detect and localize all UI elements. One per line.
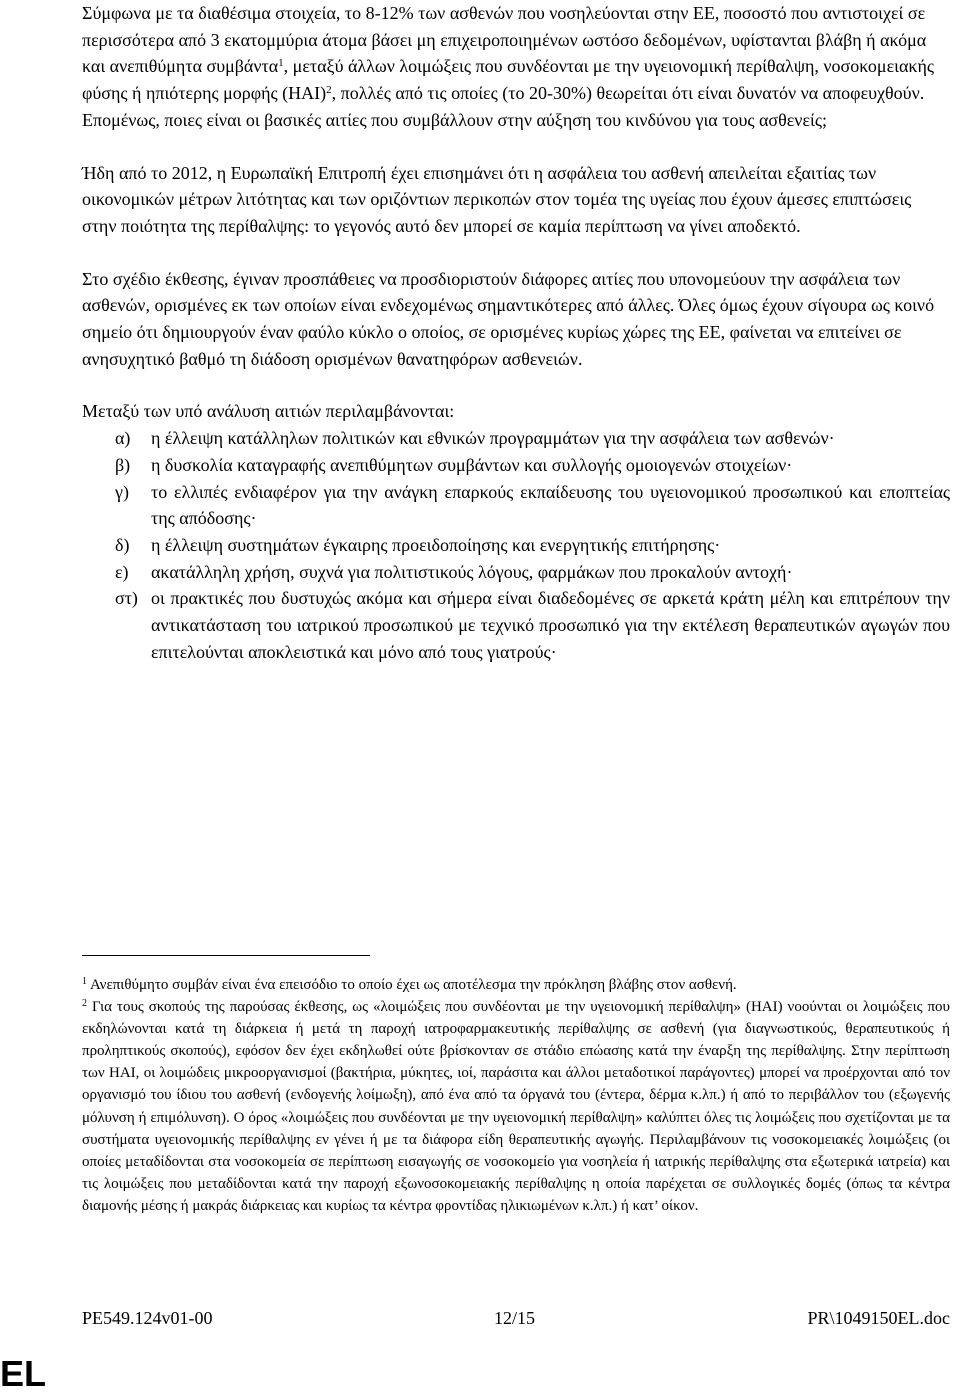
footnote-ref-1[interactable]: 1 — [278, 57, 284, 70]
paragraph-4: Στο σχέδιο έκθεσης, έγιναν προσπάθειες να προσδιοριστούν διάφορες αιτίες που υπονομεύουν την ασφάλεια των ασθενών, ορισμένες εκ των οποίων είναι ενδεχομένως σημαντικότερες από άλλες. Όλες όμως έχουν σίγουρα ως κοινό σημείο ότι δημιουργούν έναν φαύλο κύκλο ο οποίος, σε ορισμένες κυρίως χώρες της ΕΕ, φαίνεται να επιτείνει σε ανησυχητικό βαθμό τη διάδοση ορισμένων θανατηφόρων ασθενειών. — [82, 268, 935, 369]
list-item-text: ακατάλληλη χρήση, συχνά για πολιτιστικούς λόγους, φαρμάκων που προκαλούν αντοχή· — [151, 561, 793, 582]
list-item — [82, 585, 950, 665]
page-number: 12/15 — [494, 1308, 536, 1328]
list-item-label: ε) — [115, 561, 129, 582]
language-code: EL — [0, 1353, 47, 1394]
footnote-text: Για τους σκοπούς της παρούσας έκθεσης, ως «λοιμώξεις που συνδέονται με την υγειονομική περίθαλψη» (HAI) νοούνται οι λοιμώξεις που εκδηλώνονται κατά τη διάρκεια ή μετά τη παροχή ιατροφαρμακευτικής περίθαλψης σε ασθενή (για διαγνωστικούς, θεραπευτικούς ή προληπτικούς σκοπούς), εφόσον δεν έχει εκδηλωθεί ούτε βρίσκονταν σε στάδιο επώασης κατά την έναρξη της περίθαλψης. Στην περίπτωση των HAI, οι λοιμώδεις μικροοργανισμοί (βακτήρια, μύκητες, ιοί, παράσιτα και άλλοι μεταδοτικοί παράγοντες) μπορεί να προέρχονται από τον οργανισμό του ίδιου του ασθενή (ενδογενής λοίμωξη), από ένα από τα όργανά του (έντερα, δέρμα κ.λπ.) ή από το περιβάλλον του (εξωγενής μόλυνση ή επιμόλυνση). Ο όρος «λοιμώξεις που συνδέονται με την υγειονομική περίθαλψη» καλύπτει όλες τις λοιμώξεις που σχετίζονται με τα συστήματα υγειονομικής περίθαλψης εν γένει ή με τα διάφορα είδη θεραπευτικής αγωγής. Περιλαμβάνουν τις νοσοκομειακές λοιμώξεις (οι οποίες μεταδίδονται στα νοσοκομεία σε περίπτωση εισαγωγής σε νοσοκομείο για νοσηλεία ή ιατρικής περίθαλψης στα εξωτερικά ιατρεία) και τις λοιμώξεις που μεταδίδονται κατά την παροχή εξωνοσοκομειακής περίθαλψης η οποία παρέχεται σε συλλογικές δομές (όπως τα κέντρα διαμονής μέσης ή μακράς διάρκειας και κυρίως τα κέντρα φροντίδας ηλικιωμένων κ.λπ.) ή κατ’ οίκον. — [82, 999, 950, 1214]
list-item-label: α) — [115, 428, 131, 449]
file-name: PR\1049150EL.doc — [807, 1308, 950, 1328]
document-code: PE549.124v01-00 — [82, 1308, 213, 1328]
causes-list — [82, 425, 950, 665]
list-item-text: η έλλειψη κατάλληλων πολιτικών και εθνικών προγραμμάτων για την ασφάλεια των ασθενών· — [151, 428, 835, 449]
paragraph-1-part-b: , μεταξύ άλλων λοιμώξεις που συνδέονται με την υγειονομική περίθαλψη, νοσοκομειακής φύσης ή ηπιότερης μορφής (HAI) — [82, 56, 935, 104]
body-text — [82, 0, 950, 665]
paragraph-2: Επομένως, ποιες είναι οι βασικές αιτίες που συμβάλλουν στην αύξηση του κινδύνου για τους ασθενείς; — [82, 109, 827, 130]
list-item-text: η έλλειψη συστημάτων έγκαιρης προειδοποίησης και ενεργητικής επιτήρησης· — [151, 534, 721, 555]
list-item-text: το ελλιπές ενδιαφέρον για την ανάγκη επαρκούς εκπαίδευσης του υγειονομικού προσωπικού και εποπτείας της απόδοσης· — [151, 481, 950, 529]
list-item — [82, 532, 950, 559]
list-item-label: β) — [115, 454, 131, 475]
list-item — [82, 452, 950, 479]
list-intro: Μεταξύ των υπό ανάλυση αιτιών περιλαμβάνονται: — [82, 401, 455, 422]
footnote-separator — [82, 955, 370, 956]
paragraph-1 — [82, 0, 950, 107]
list-item-text: η δυσκολία καταγραφής ανεπιθύμητων συμβάντων και συλλογής ομοιογενών στοιχείων· — [151, 454, 793, 475]
list-item — [82, 425, 950, 452]
footnote-ref-2[interactable]: 2 — [326, 84, 332, 97]
list-item-text: οι πρακτικές που δυστυχώς ακόμα και σήμερα είναι διαδεδομένες σε αρκετά κράτη μέλη και επιτρέπουν την αντικατάσταση του ιατρικού προσωπικού με τεχνικό προσωπικό για την εκτέλεση θεραπευτικών αγωγών που επιτελούνται αποκλειστικά και μόνο από τους γιατρούς· — [151, 588, 950, 662]
list-item-label: δ) — [115, 534, 130, 555]
list-item — [82, 479, 950, 532]
footnote-number: 2 — [82, 998, 87, 1010]
paragraph-1-part-c: , πολλές από τις οποίες (το 20-30%) θεωρείται ότι είναι δυνατόν να αποφευχθούν. — [331, 83, 925, 104]
footnotes — [82, 974, 950, 1217]
paragraph-1-part-a: Σύμφωνα με τα διαθέσιμα στοιχεία, το 8-12% των ασθενών που νοσηλεύονται στην ΕΕ, ποσοστό που αντιστοιχεί σε περισσότερα από 3 εκατομμύρια άτομα βάσει μη επιχειροποιημένων ωστόσο δεδομένων, υφίστανται βλάβη ή ακόμα και ανεπιθύμητα συμβάντα — [82, 3, 927, 77]
footnote-2 — [82, 996, 950, 1217]
list-item — [82, 559, 950, 586]
footnote-1 — [82, 974, 950, 996]
list-item-label: στ) — [115, 588, 138, 609]
paragraph-3: Ήδη από το 2012, η Ευρωπαϊκή Επιτροπή έχει επισημάνει ότι η ασφάλεια του ασθενή απειλείται εξαιτίας των οικονομικών μέτρων λιτότητας και των οριζόντιων περικοπών στον τομέα της υγείας που έχουν άμεσες επιπτώσεις στην ποιότητα της περίθαλψης: το γεγονός αυτό δεν μπορεί σε καμία περίπτωση να γίνει αποδεκτό. — [82, 162, 912, 236]
footnote-number: 1 — [82, 976, 87, 987]
list-item-label: γ) — [115, 481, 129, 502]
footnote-text: Ανεπιθύμητο συμβάν είναι ένα επεισόδιο το οποίο έχει ως αποτέλεσμα την πρόκληση βλάβης στον ασθενή. — [89, 977, 737, 993]
page-footer — [82, 1306, 950, 1330]
